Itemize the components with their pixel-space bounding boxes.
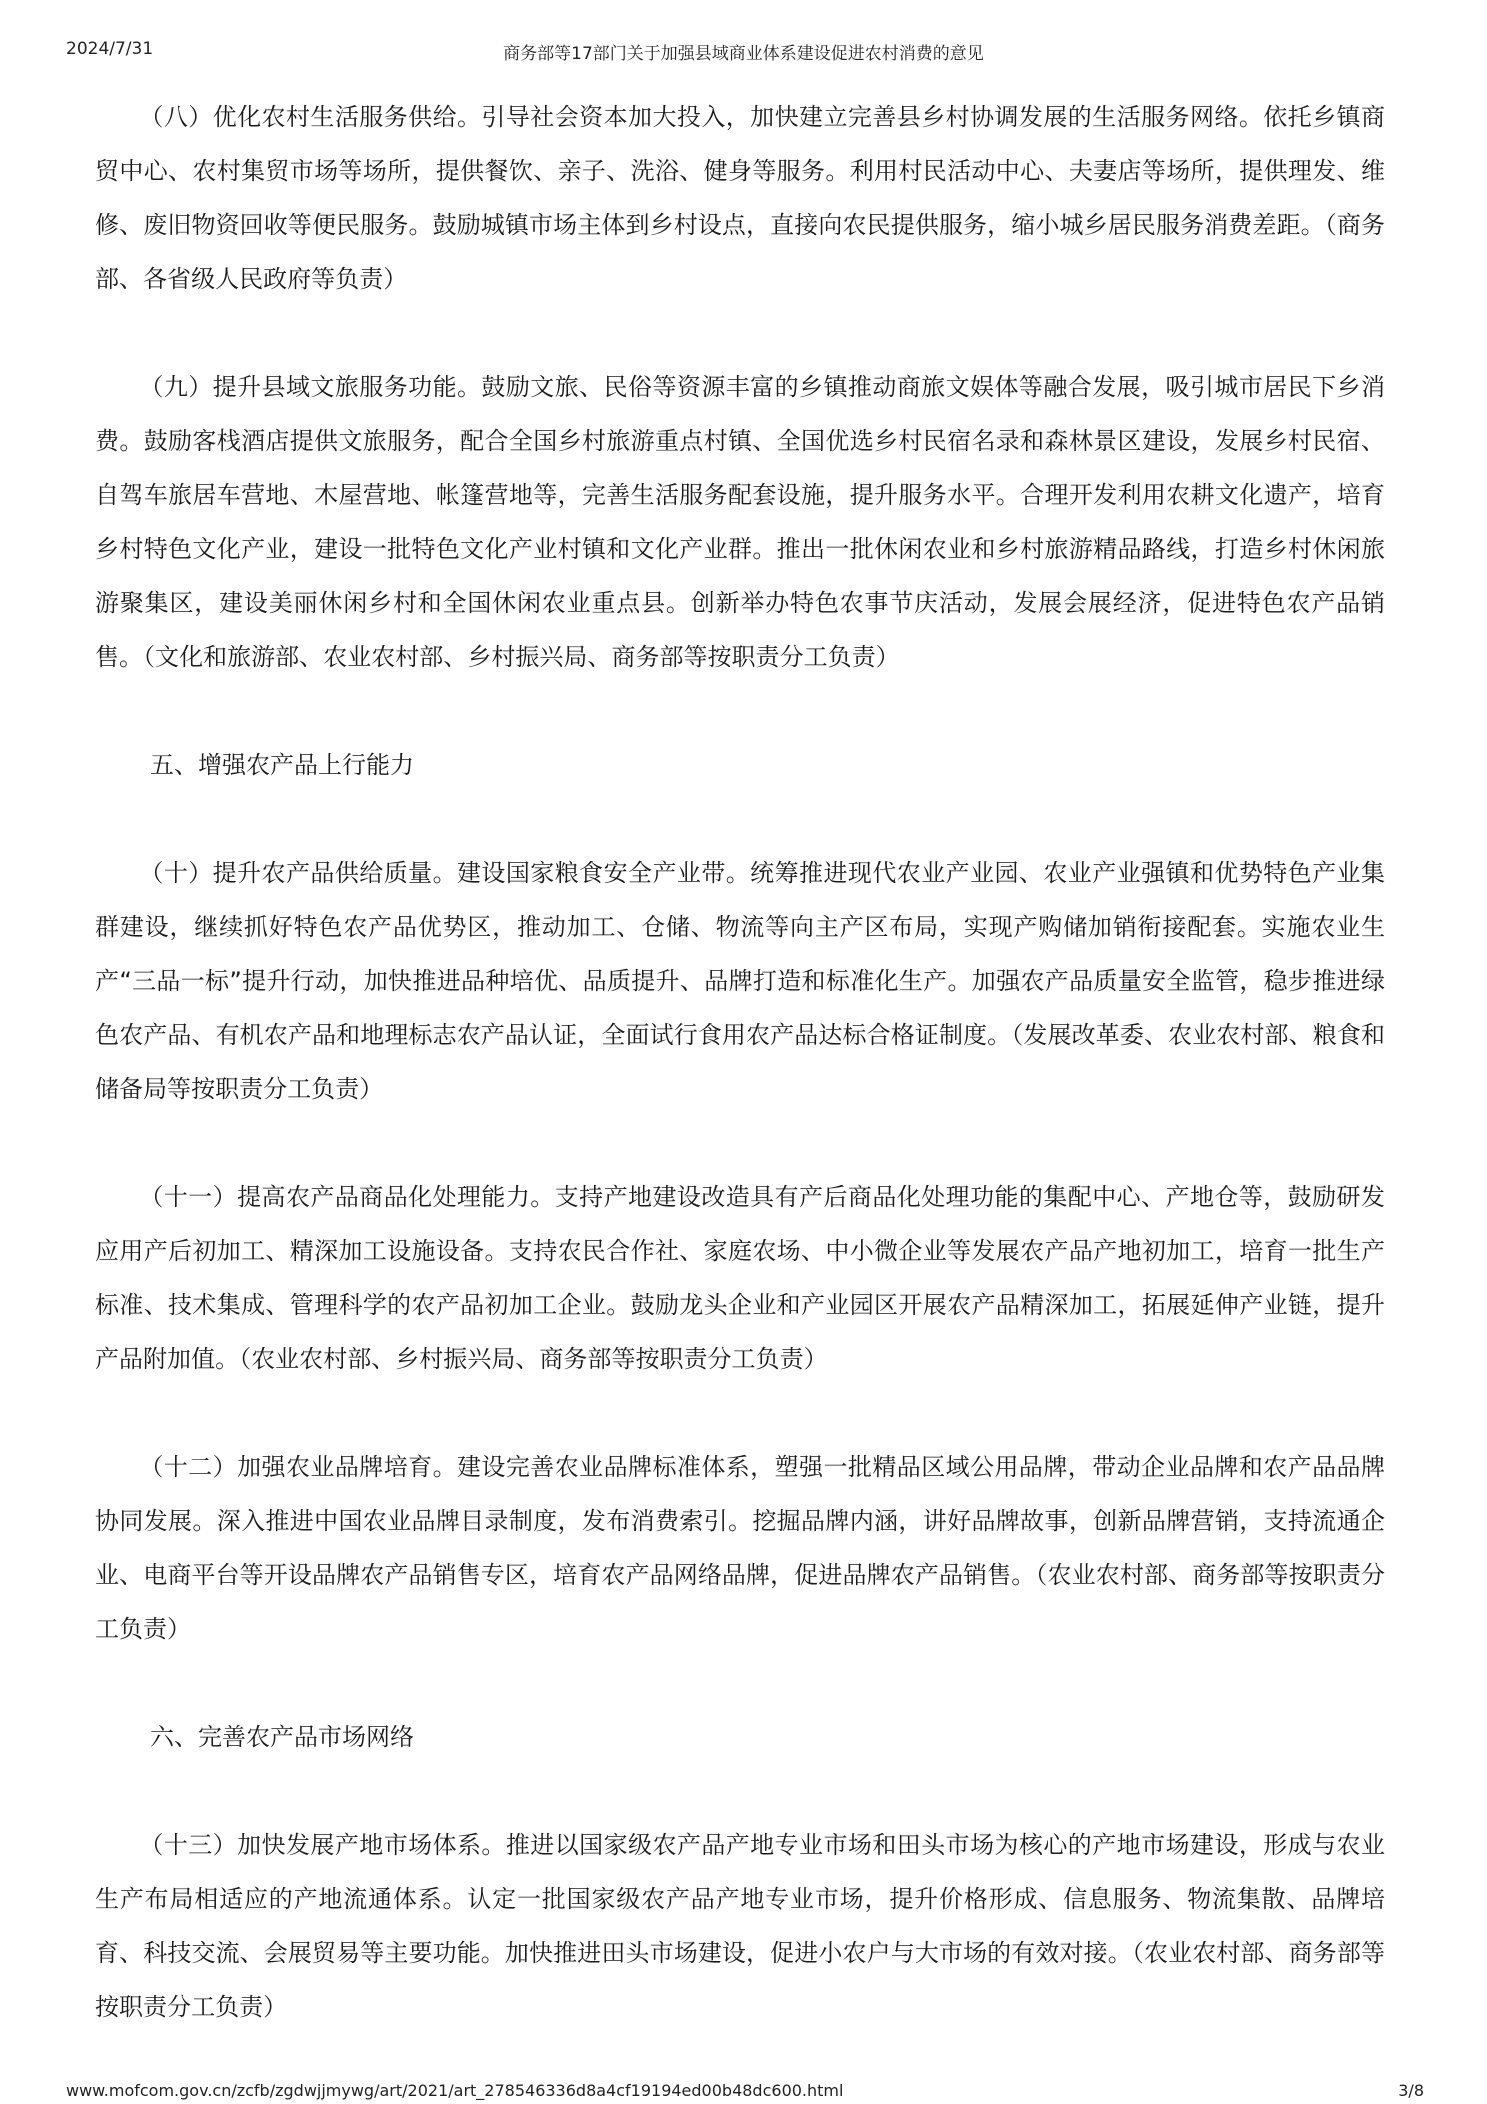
footer-url: www.mofcom.gov.cn/zcfb/zgdwjjmywg/art/2021/art_278546336d8a4cf19194ed00b48dc600.html: [66, 2081, 844, 2100]
paragraph-11: （十一）提高农产品商品化处理能力。支持产地建设改造具有产后商品化处理功能的集配中心、产地仓等，鼓励研发应用产后初加工、精深加工设施设备。支持农民合作社、家庭农场、中小微企业等发展农产品产地初加工，培育一批生产标准、技术集成、管理科学的农产品初加工企业。鼓励龙头企业和产业园区开展农产品精深加工，拓展延伸产业链，提升产品附加值。（农业农村部、乡村振兴局、商务部等按职责分工负责）: [95, 1183, 1385, 1373]
paragraph-13: （十三）加快发展产地市场体系。推进以国家级农产品产地专业市场和田头市场为核心的产地市场建设，形成与农业生产布局相适应的产地流通体系。认定一批国家级农产品产地专业市场，提升价格形成、信息服务、物流集散、品牌培育、科技交流、会展贸易等主要功能。加快推进田头市场建设，促进小农户与大市场的有效对接。（农业农村部、商务部等按职责分工负责）: [95, 1831, 1385, 2021]
document-body: [95, 90, 1385, 2088]
page-header-title: 商务部等17部门关于加强县域商业体系建设促进农村消费的意见: [503, 44, 984, 64]
paragraph-8: （八）优化农村生活服务供给。引导社会资本加大投入，加快建立完善县乡村协调发展的生活服务网络。依托乡镇商贸中心、农村集贸市场等场所，提供餐饮、亲子、洗浴、健身等服务。利用村民活动中心、夫妻店等场所，提供理发、维修、废旧物资回收等便民服务。鼓励城镇市场主体到乡村设点，直接向农民提供服务，缩小城乡居民服务消费差距。（商务部、各省级人民政府等负责）: [95, 103, 1385, 293]
page-number: 3/8: [1398, 2081, 1424, 2100]
print-date: 2024/7/31: [66, 39, 154, 59]
paragraph-10: （十）提升农产品供给质量。建设国家粮食安全产业带。统筹推进现代农业产业园、农业产业强镇和优势特色产业集群建设，继续抓好特色农产品优势区，推动加工、仓储、物流等向主产区布局，实现产购储加销衔接配套。实施农业生产“三品一标”提升行动，加快推进品种培优、品质提升、品牌打造和标准化生产。加强农产品质量安全监管，稳步推进绿色农产品、有机农产品和地理标志农产品认证，全面试行食用农产品达标合格证制度。（发展改革委、农业农村部、粮食和储备局等按职责分工负责）: [95, 859, 1385, 1103]
section-heading-5: 五、增强农产品上行能力: [150, 751, 414, 779]
paragraph-12: （十二）加强农业品牌培育。建设完善农业品牌标准体系，塑强一批精品区域公用品牌，带动企业品牌和农产品品牌协同发展。深入推进中国农业品牌目录制度，发布消费索引。挖掘品牌内涵，讲好品牌故事，创新品牌营销，支持流通企业、电商平台等开设品牌农产品销售专区，培育农产品网络品牌，促进品牌农产品销售。（农业农村部、商务部等按职责分工负责）: [95, 1453, 1385, 1643]
section-heading-6: 六、完善农产品市场网络: [150, 1723, 414, 1751]
paragraph-9: （九）提升县域文旅服务功能。鼓励文旅、民俗等资源丰富的乡镇推动商旅文娱体等融合发展，吸引城市居民下乡消费。鼓励客栈酒店提供文旅服务，配合全国乡村旅游重点村镇、全国优选乡村民宿名录和森林景区建设，发展乡村民宿、自驾车旅居车营地、木屋营地、帐篷营地等，完善生活服务配套设施，提升服务水平。合理开发利用农耕文化遗产，培育乡村特色文化产业，建设一批特色文化产业村镇和文化产业群。推出一批休闲农业和乡村旅游精品路线，打造乡村休闲旅游聚集区，建设美丽休闲乡村和全国休闲农业重点县。创新举办特色农事节庆活动，发展会展经济，促进特色农产品销售。（文化和旅游部、农业农村部、乡村振兴局、商务部等按职责分工负责）: [95, 373, 1385, 671]
